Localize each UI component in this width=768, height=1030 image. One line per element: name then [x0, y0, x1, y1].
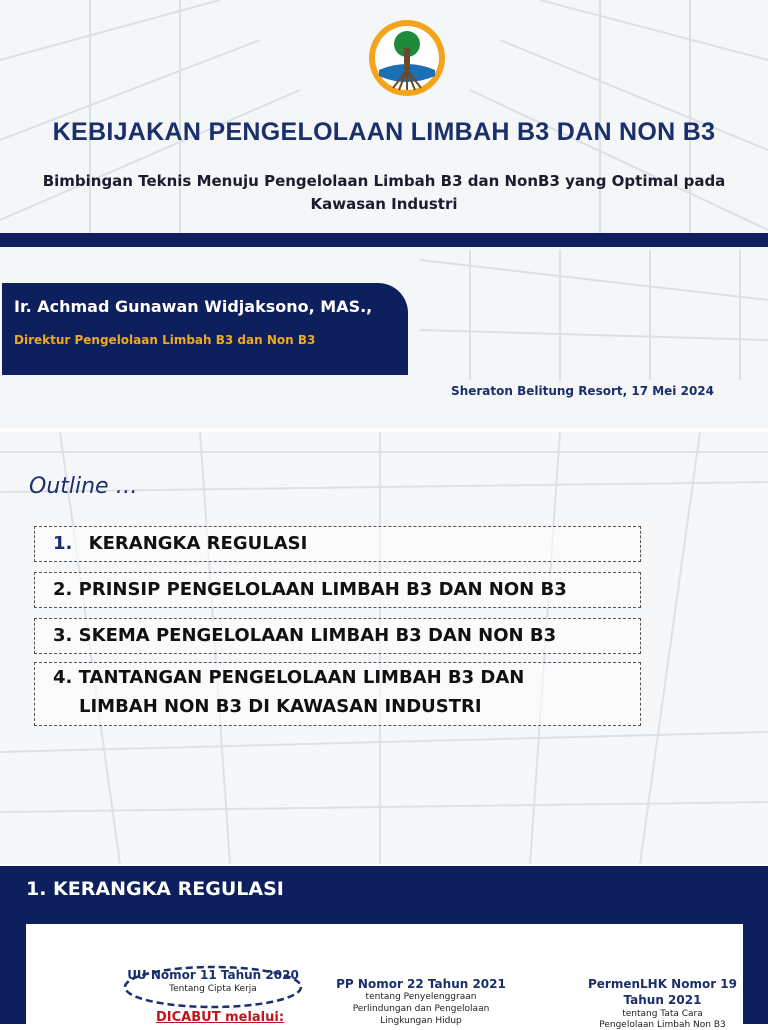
permen-subtitle: tentang Tata Cara: [622, 1009, 703, 1019]
tree-emblem-icon: [367, 18, 447, 98]
item-number: 4.: [53, 667, 73, 688]
outline-item: [34, 526, 641, 562]
item-text: SKEMA PENGELOLAAN LIMBAH B3 DAN NON B3: [78, 625, 557, 646]
uu-subtitle: Tentang Cipta Kerja: [169, 984, 257, 994]
item-text: TANTANGAN PENGELOLAAN LIMBAH B3 DAN: [78, 667, 525, 688]
outline-item: [34, 618, 641, 654]
uu-title: UU Nomor 11 Tahun 2020: [127, 968, 299, 982]
permen-subtitle: Pengelolaan Limbah Non B3: [599, 1020, 726, 1030]
outline-slide: [0, 432, 768, 864]
item-text: PRINSIP PENGELOLAAN LIMBAH B3 DAN NON B3: [78, 579, 567, 600]
presentation-title: KEBIJAKAN PENGELOLAAN LIMBAH B3 DAN NON B3: [52, 118, 716, 146]
pp-title: PP Nomor 22 Tahun 2021: [336, 977, 506, 991]
divider-band: [0, 233, 768, 247]
pp-subtitle: tentang Penyelenggraan: [365, 992, 477, 1002]
subtitle-line: Bimbingan Teknis Menuju Pengelolaan Limbah B3 dan NonB3 yang Optimal pada: [42, 172, 726, 190]
venue-date: Sheraton Belitung Resort, 17 Mei 2024: [451, 384, 714, 398]
item-text: KERANGKA REGULASI: [88, 533, 308, 554]
outline-item: [34, 662, 641, 726]
pp-subtitle: Perlindungan dan Pengelolaan: [352, 1004, 490, 1014]
item-text: LIMBAH NON B3 DI KAWASAN INDUSTRI: [79, 696, 482, 717]
section-title: 1. KERANGKA REGULASI: [26, 878, 284, 900]
item-number: 1.: [53, 533, 73, 554]
presenter-role: Direktur Pengelolaan Limbah B3 dan Non B3: [14, 333, 316, 347]
pp-subtitle: Lingkungan Hidup: [380, 1016, 462, 1026]
permen-title: Tahun 2021: [623, 993, 702, 1007]
presentation-subtitle: [40, 170, 728, 216]
item-number: 3.: [53, 625, 73, 646]
outline-heading: Outline …: [29, 474, 138, 499]
outline-item: [34, 572, 641, 608]
item-number: 2.: [53, 579, 73, 600]
subtitle-line: Kawasan Industri: [310, 195, 458, 213]
presenter-name: Ir. Achmad Gunawan Widjaksono, MAS.,: [14, 297, 373, 316]
title-slide: [0, 0, 768, 428]
permen-title: PermenLHK Nomor 19: [587, 977, 738, 991]
dicabut-label: DICABUT melalui:: [156, 1010, 285, 1025]
